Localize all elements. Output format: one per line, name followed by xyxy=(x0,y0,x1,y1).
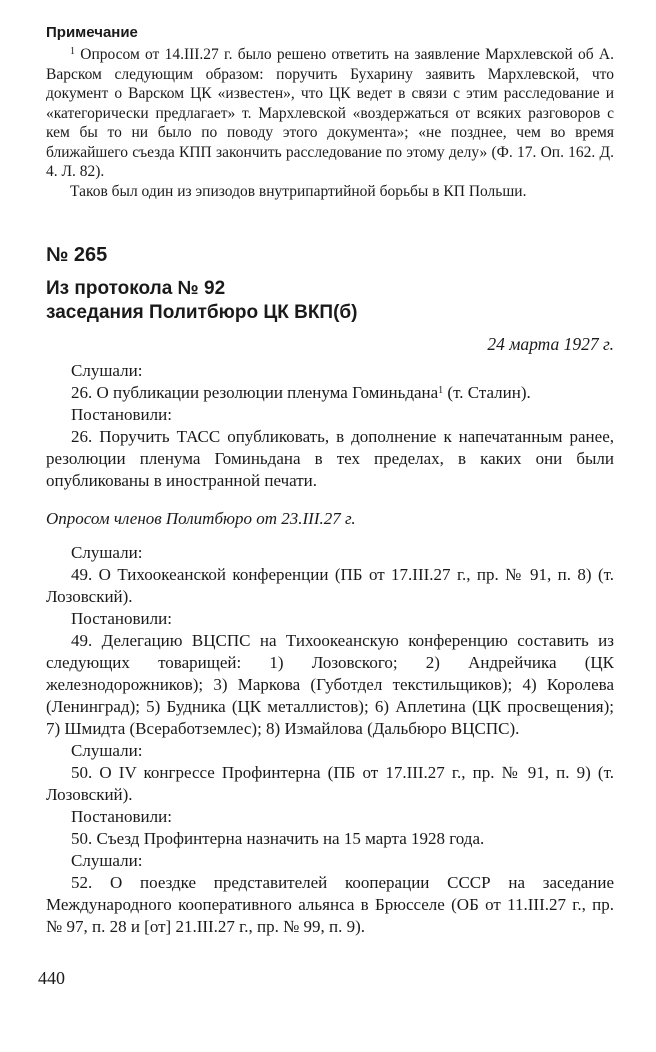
heard-item-26-text: 26. О публикации резолюции пленума Гоминьдана xyxy=(71,383,439,402)
document-title-line-1: Из протокола № 92 xyxy=(46,278,226,299)
document-date: 24 марта 1927 г. xyxy=(487,334,614,354)
resolved-item-26: 26. Поручить ТАСС опубликовать, в дополнение к напечатанным ранее, резолюции пленума Гоминьдана в тех пределах, в каких они были опубликованы в иностранной печати. xyxy=(46,427,614,490)
note-paragraph-1 xyxy=(46,45,614,182)
heard-item-49: 49. О Тихоокеанской конференции (ПБ от 17.III.27 г., пр. № 91, п. 8) (т. Лозовский). xyxy=(46,565,614,606)
page-number: 440 xyxy=(38,968,65,988)
resolved-item-49: 49. Делегацию ВЦСПС на Тихоокеанскую конференцию составить из следующих товарищей: 1) Лозовского; 2) Андрейчика (ЦК железнодорожников); 3) Маркова (Губотдел текстильщиков); 4) Королева (Ленинград); 5) Будника (ЦК металлистов); 6) Аплетина (ЦК просвещения); 7) Шмидта (Всеработземлес); 8) Измайлова (Дальбюро ВЦСПС). xyxy=(46,631,614,738)
document-number: № 265 xyxy=(46,244,108,266)
heard-item-26-footnote-mark: 1 xyxy=(438,385,444,396)
resolved-label-49: Постановили: xyxy=(71,609,172,628)
document-page xyxy=(46,24,614,938)
heard-item-50: 50. О IV конгрессе Профинтерна (ПБ от 17.III.27 г., пр. № 91, п. 9) (т. Лозовский). xyxy=(46,763,614,804)
heard-label-50: Слушали: xyxy=(71,741,143,760)
poll-heading: Опросом членов Политбюро от 23.III.27 г. xyxy=(46,509,356,528)
document-title-line-2: заседания Политбюро ЦК ВКП(б) xyxy=(46,302,358,323)
resolved-label-50: Постановили: xyxy=(71,807,172,826)
note-paragraph-2: Таков был один из эпизодов внутрипартийной борьбы в КП Польши. xyxy=(70,182,527,200)
heard-label-49: Слушали: xyxy=(71,543,143,562)
heard-item-26-tail: (т. Сталин). xyxy=(443,383,531,402)
heard-label-52: Слушали: xyxy=(71,851,143,870)
resolved-label-26: Постановили: xyxy=(71,405,172,424)
note-heading: Примечание xyxy=(46,24,138,41)
resolved-item-50: 50. Съезд Профинтерна назначить на 15 марта 1928 года. xyxy=(71,829,485,848)
heard-item-26 xyxy=(46,382,614,404)
footnote-mark: 1 xyxy=(70,46,75,57)
note-paragraph-1-text: Опросом от 14.III.27 г. было решено ответить на заявление Мархлевской об А. Варском следующим образом: поручить Бухарину заявить Мархлевской, что документ о Варском ЦК «известен», что ЦК ведет в связи с этим расследование и «категорически предлагает» т. Мархлевской «воздержаться от всяких разговоров с кем бы то ни было по поводу этого документа»; «не позднее, чем во время ближайшего съезда КПП закончить расследование по этому делу» (Ф. 17. Оп. 162. Д. 4. Л. 82). xyxy=(46,46,614,180)
heard-item-52: 52. О поездке представителей кооперации СССР на заседание Международного кооперативного альянса в Брюсселе (ОБ от 11.III.27 г., пр. № 97, п. 28 и [от] 21.III.27 г., пр. № 99, п. 9). xyxy=(46,873,614,936)
heard-label-26: Слушали: xyxy=(71,361,143,380)
